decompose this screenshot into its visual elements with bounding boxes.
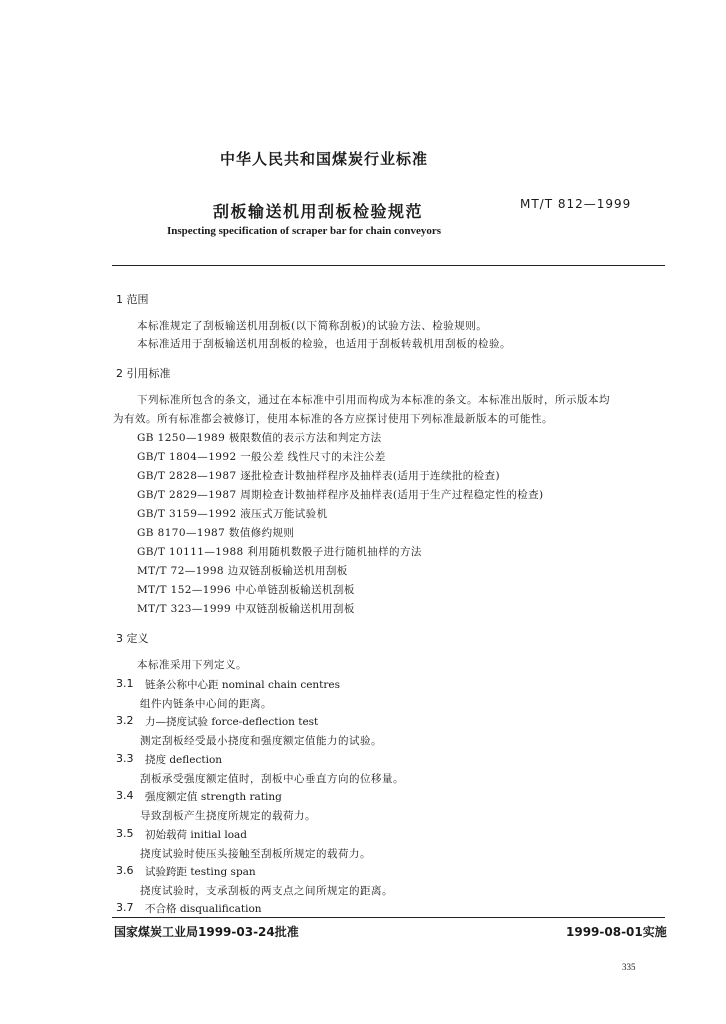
ref-item: GB 8170—1987 数值修约规则 (137, 527, 295, 539)
definition-number: 3.4 (116, 789, 134, 802)
ref-item: GB 1250—1989 极限数值的表示方法和判定方法 (137, 432, 382, 444)
definition-term: 强度额定值 strength rating (145, 791, 282, 803)
page-number: 335 (622, 962, 636, 972)
section-3-heading: 3 定义 (116, 632, 149, 645)
ref-item: MT/T 72—1998 边双链刮板输送机用刮板 (137, 565, 348, 577)
section-1-heading: 1 范围 (116, 293, 149, 306)
definition-desc: 挠度试验时，支承刮板的两支点之间所规定的距离。 (140, 885, 393, 897)
definition-number: 3.6 (116, 864, 134, 877)
section-2-heading: 2 引用标准 (116, 367, 171, 380)
ref-item: GB/T 10111—1988 利用随机数骰子进行随机抽样的方法 (137, 546, 422, 558)
section-2-para-line-1: 下列标准所包含的条文，通过在本标准中引用而构成为本标准的条文。本标准出版时，所示版本均 (137, 394, 610, 406)
definition-term: 挠度 deflection (145, 754, 223, 766)
definition-desc: 挠度试验时使压头接触至刮板所规定的载荷力。 (140, 848, 371, 860)
section-3-intro: 本标准采用下列定义。 (137, 659, 247, 671)
approval-date: 国家煤炭工业局1999-03-24批准 (114, 925, 299, 939)
definition-number: 3.1 (116, 677, 134, 690)
implementation-date: 1999-08-01实施 (566, 925, 667, 939)
definition-number: 3.7 (116, 901, 134, 914)
ref-item: GB/T 1804—1992 一般公差 线性尺寸的未注公差 (137, 451, 386, 463)
english-title: Inspecting specification of scraper bar for chain conveyors (167, 225, 442, 237)
footer-rule (112, 917, 665, 918)
definition-term: 试验跨距 testing span (145, 866, 256, 878)
definition-term: 不合格 disqualification (145, 903, 262, 915)
definition-desc: 组件内链条中心间的距离。 (140, 698, 272, 710)
ref-item: GB/T 3159—1992 液压式万能试验机 (137, 508, 328, 520)
header-rule (112, 265, 665, 266)
standard-number: MT/T 812—1999 (520, 197, 632, 211)
standard-title: 刮板输送机用刮板检验规范 (213, 202, 424, 221)
definition-term: 力—挠度试验 force-deflection test (145, 716, 319, 728)
definition-number: 3.5 (116, 827, 134, 840)
section-2-para-line-2: 为有效。所有标准都会被修订，使用本标准的各方应探讨使用下列标准最新版本的可能性。 (113, 413, 553, 425)
section-1-para-1: 本标准规定了刮板输送机用刮板(以下简称刮板)的试验方法、检验规则。 (137, 320, 488, 332)
definition-term: 初始载荷 initial load (145, 829, 248, 841)
definition-number: 3.3 (116, 752, 134, 765)
org-title: 中华人民共和国煤炭行业标准 (220, 150, 429, 168)
ref-item: MT/T 323—1999 中双链刮板输送机用刮板 (137, 603, 355, 615)
definition-desc: 刮板承受强度额定值时，刮板中心垂直方向的位移量。 (140, 773, 404, 785)
definition-number: 3.2 (116, 714, 134, 727)
section-1-para-2: 本标准适用于刮板输送机用刮板的检验，也适用于刮板转载机用刮板的检验。 (137, 338, 511, 350)
definition-desc: 导致刮板产生挠度所规定的载荷力。 (140, 810, 316, 822)
ref-item: GB/T 2829—1987 周期检查计数抽样程序及抽样表(适用于生产过程稳定性的检查) (137, 489, 544, 501)
ref-item: MT/T 152—1996 中心单链刮板输送机刮板 (137, 584, 355, 596)
definition-desc: 测定刮板经受最小挠度和强度额定值能力的试验。 (140, 735, 382, 747)
ref-item: GB/T 2828—1987 逐批检查计数抽样程序及抽样表(适用于连续批的检查) (137, 470, 500, 482)
definition-term: 链条公称中心距 nominal chain centres (145, 679, 341, 691)
